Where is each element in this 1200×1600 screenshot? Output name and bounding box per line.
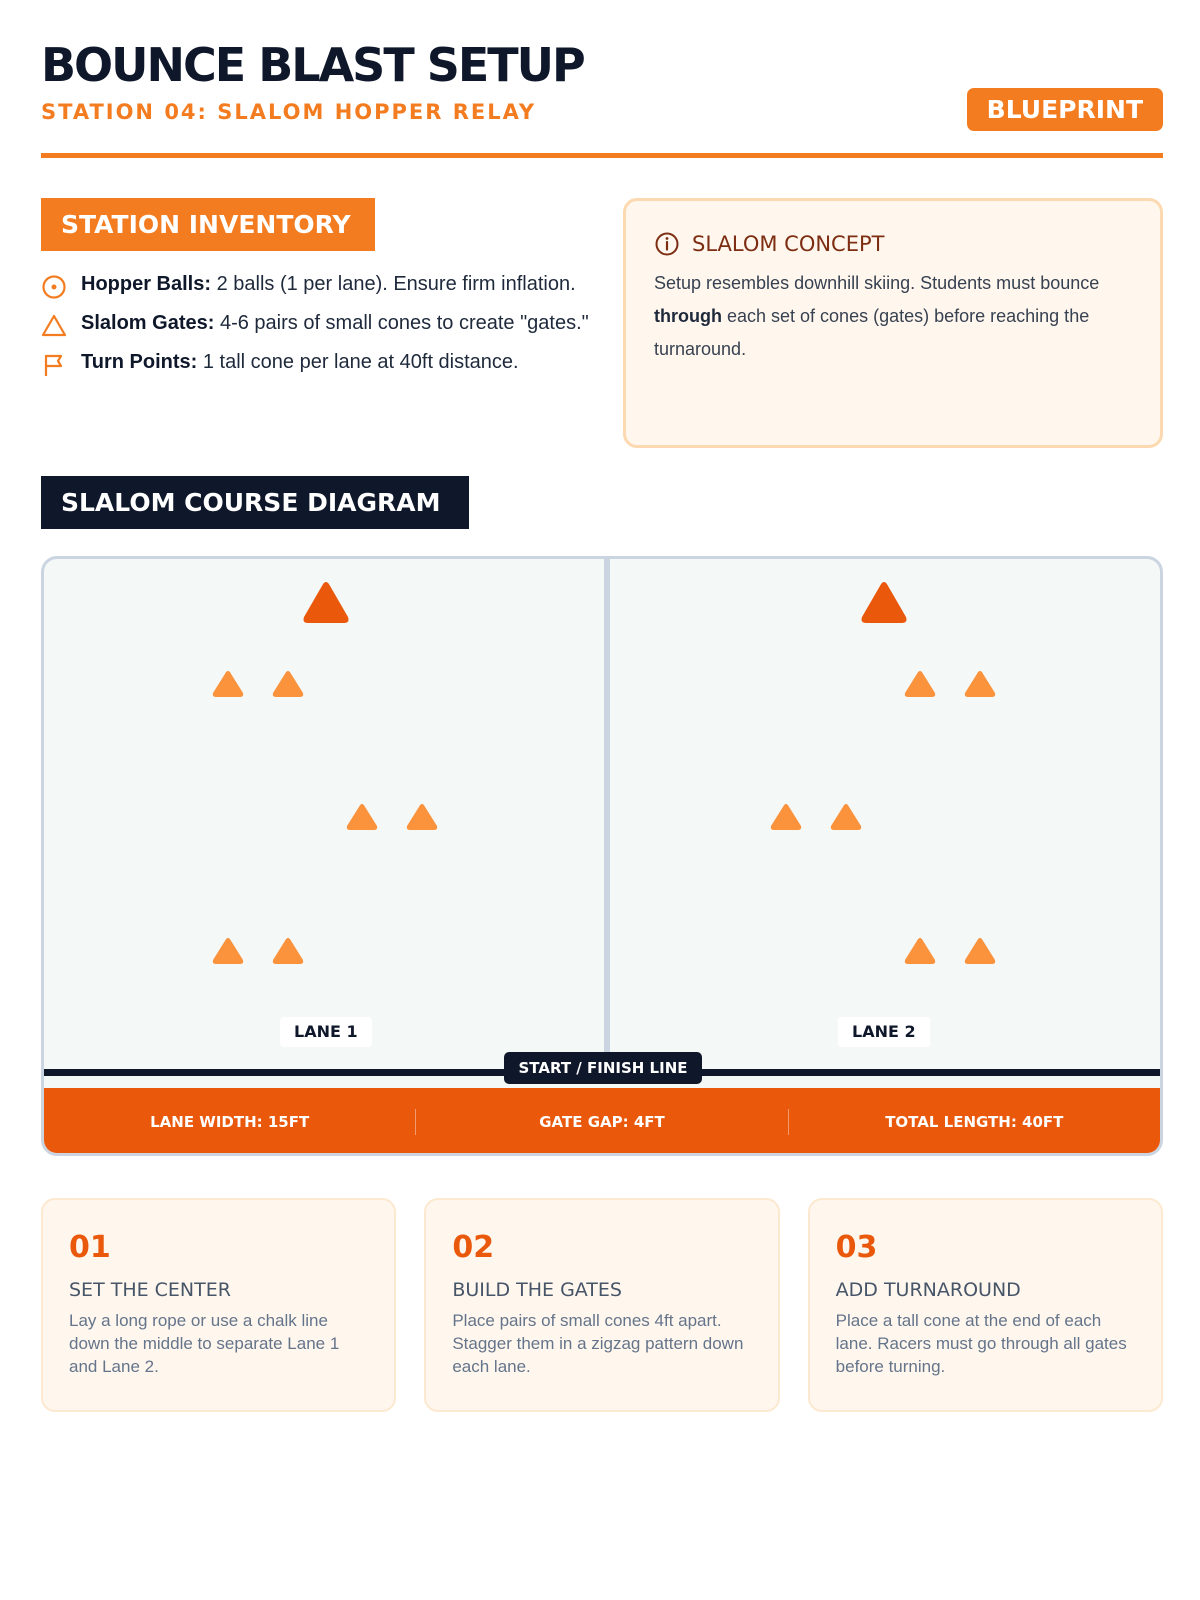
concept-text-bold: through — [654, 306, 722, 326]
step-number: 03 — [835, 1230, 878, 1265]
step-title: SET THE CENTER — [69, 1279, 231, 1301]
list-item — [41, 307, 601, 340]
page-header — [41, 40, 1163, 158]
start-finish-label: START / FINISH LINE — [504, 1052, 702, 1084]
flag-icon — [41, 352, 67, 378]
inventory-label: Turn Points: — [81, 351, 198, 373]
step-text: Place a tall cone at the end of each lane. Racers must go through all gates before turning. — [835, 1311, 1127, 1376]
triangle-icon — [41, 313, 67, 339]
course-diagram — [41, 556, 1163, 1156]
page-subtitle: STATION 04: SLALOM HOPPER RELAY — [41, 100, 537, 124]
lane-width-stat: LANE WIDTH: 15FT — [150, 1113, 310, 1131]
blueprint-badge: BLUEPRINT — [967, 88, 1163, 131]
list-item — [41, 268, 601, 301]
concept-card — [623, 198, 1163, 448]
info-icon — [654, 231, 680, 257]
diagram-heading: SLALOM COURSE DIAGRAM — [41, 476, 469, 529]
lane-1-label: LANE 1 — [280, 1017, 372, 1047]
inventory-text: 4-6 pairs of small cones to create "gates." — [214, 312, 589, 334]
list-item — [41, 346, 601, 379]
target-icon — [41, 274, 67, 300]
inventory-list — [41, 268, 601, 385]
step-card — [424, 1198, 779, 1412]
concept-title-row — [654, 231, 1132, 257]
diagram-stats-bar — [44, 1088, 1160, 1156]
concept-title: SLALOM CONCEPT — [692, 232, 885, 256]
concept-text — [654, 267, 1132, 366]
lane-divider — [604, 559, 610, 1073]
step-text: Place pairs of small cones 4ft apart. Stagger them in a zigzag pattern down each lane. — [452, 1311, 744, 1376]
inventory-label: Hopper Balls: — [81, 273, 212, 295]
step-card — [41, 1198, 396, 1412]
concept-text-after: each set of cones (gates) before reaching the turnaround. — [654, 306, 1090, 359]
step-text: Lay a long rope or use a chalk line down the middle to separate Lane 1 and Lane 2. — [69, 1311, 340, 1376]
inventory-label: Slalom Gates: — [81, 312, 215, 334]
total-length-stat: TOTAL LENGTH: 40FT — [885, 1113, 1064, 1131]
step-number: 02 — [452, 1230, 495, 1265]
setup-steps — [41, 1198, 1163, 1412]
step-card — [808, 1198, 1163, 1412]
inventory-heading: STATION INVENTORY — [41, 198, 375, 251]
lane-2-label: LANE 2 — [838, 1017, 930, 1047]
page-title: BOUNCE BLAST SETUP — [41, 38, 584, 92]
step-title: ADD TURNAROUND — [835, 1279, 1021, 1301]
concept-text-before: Setup resembles downhill skiing. Students must bounce — [654, 273, 1100, 293]
gate-gap-stat: GATE GAP: 4FT — [539, 1113, 665, 1131]
inventory-text: 2 balls (1 per lane). Ensure firm inflation. — [211, 273, 576, 295]
step-title: BUILD THE GATES — [452, 1279, 622, 1301]
step-number: 01 — [69, 1230, 111, 1265]
inventory-text: 1 tall cone per lane at 40ft distance. — [197, 351, 519, 373]
